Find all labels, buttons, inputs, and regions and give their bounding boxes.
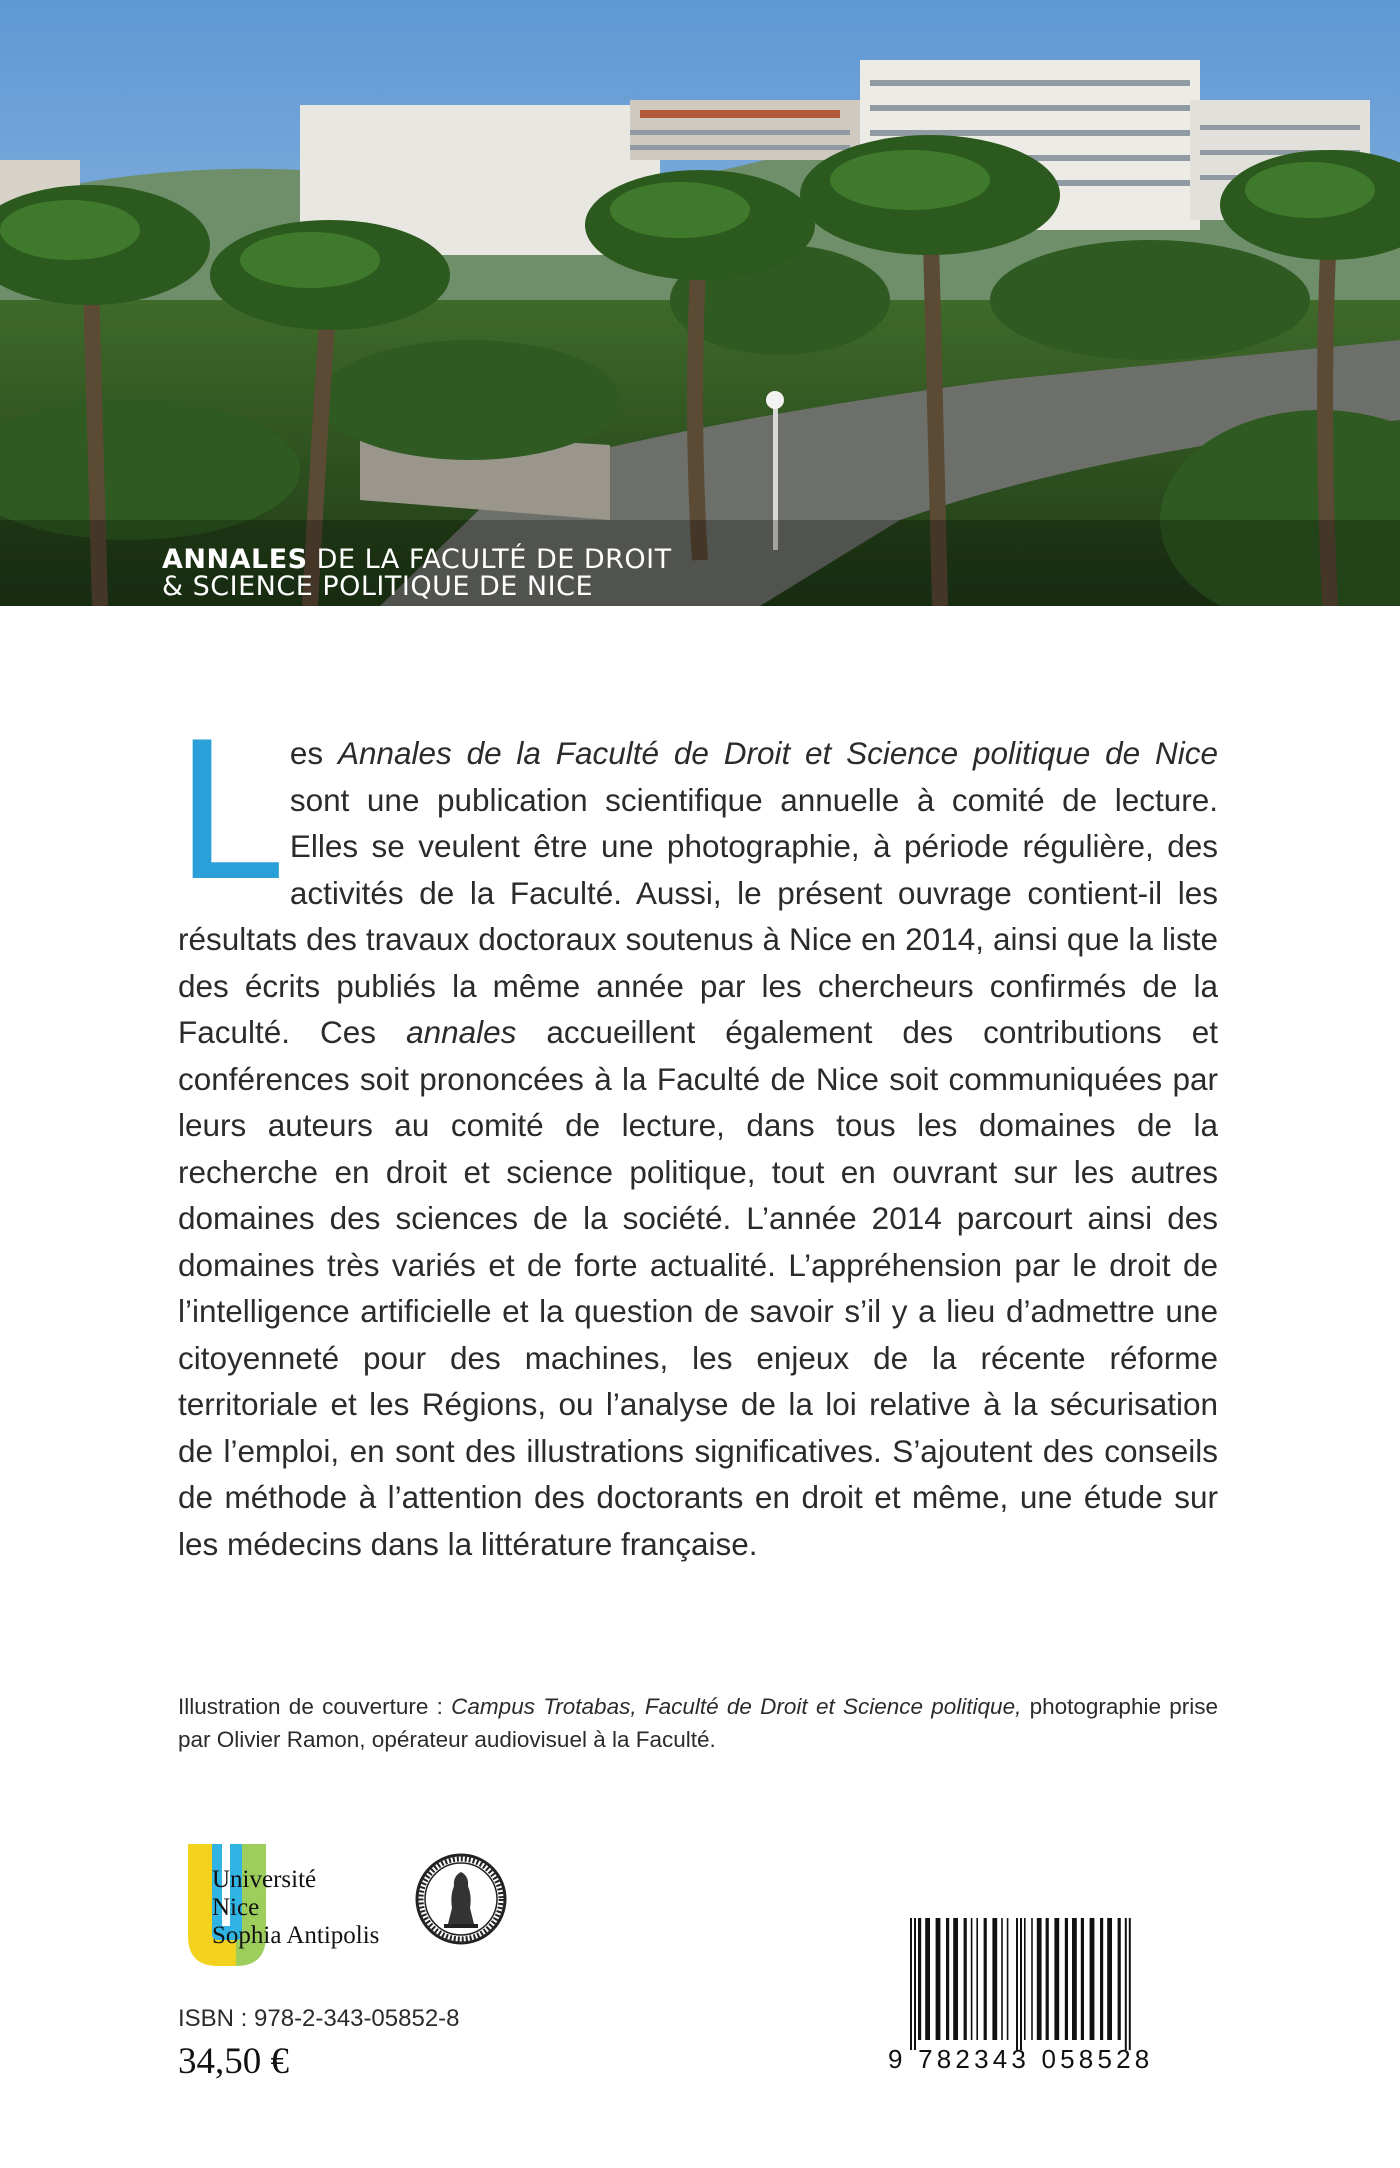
cover-photo (0, 0, 1400, 606)
drop-cap: L (174, 702, 280, 923)
credit-prefix: Illustration de couverture : (178, 1694, 452, 1719)
blurb-part1: es (289, 735, 338, 771)
credit-suffix: photographie prise par Olivier Ramon, opérateur audiovisuel à la Faculté. (178, 1694, 1218, 1752)
blurb-part3: accueillent également des contributions et conférences soit prononcées à la Faculté de Nice soit communiquées par leurs auteurs au comité de lecture, dans tous les domaines de la recherche en droit et science politique, tout en ouvrant sur les autres domaines des sciences de la société. L’année 2014 parcourt ainsi des domaines très variés et de forte actualité. L’appréhension par le droit de l’intelligence artificielle et la question de savoir s’il y a lieu d’admettre une citoyenneté pour des machines, les enjeux de la récente réforme territoriale et les Régions, ou l’analyse de la loi relative à la sécurisation de l’emploi, en sont des illustrations significatives. S’ajoutent des conseils de méthode à l’attention des doctorants en droit et même, une étude sur les médecins dans la littérature française. (178, 1014, 1218, 1562)
series-title-line2: & SCIENCE POLITIQUE DE NICE (162, 571, 593, 602)
price: 34,50 € (178, 2041, 289, 2082)
university-line2: Nice (212, 1894, 260, 1921)
campus-photo-illustration (0, 0, 1400, 606)
university-line3: Sophia Antipolis (212, 1922, 380, 1949)
isbn: ISBN : 978-2-343-05852-8 (178, 2005, 460, 2032)
series-title-rest: DE LA FACULTÉ DE DROIT (307, 544, 672, 575)
faculty-seal-icon (414, 1852, 508, 1946)
university-name (212, 1866, 379, 1950)
series-title-bold: ANNALES (162, 544, 308, 575)
series-title (162, 546, 672, 600)
blurb-title-italic: Annales de la Faculté de Droit et Science politique de Nice (337, 735, 1218, 771)
blurb-part2: sont une publication scientifique annuelle à comité de lecture. Elles se veulent être une photographie, à période régulière, des activités de la Faculté. Aussi, le présent ouvrage contient-il les résultats des travaux doctoraux soutenus à Nice en 2014, ainsi que la liste des écrits publiés la même année par les chercheurs confirmés de la Faculté. Ces (178, 781, 1218, 1050)
back-cover-blurb (174, 702, 1218, 1567)
barcode-digits: 9 782343 058528 (888, 2044, 1154, 2074)
university-line1: Université (212, 1866, 317, 1893)
blurb-annales-italic: annales (406, 1014, 517, 1050)
credit-italic: Campus Trotabas, Faculté de Droit et Science politique, (451, 1694, 1022, 1719)
cover-illustration-credit (178, 1690, 1218, 1756)
